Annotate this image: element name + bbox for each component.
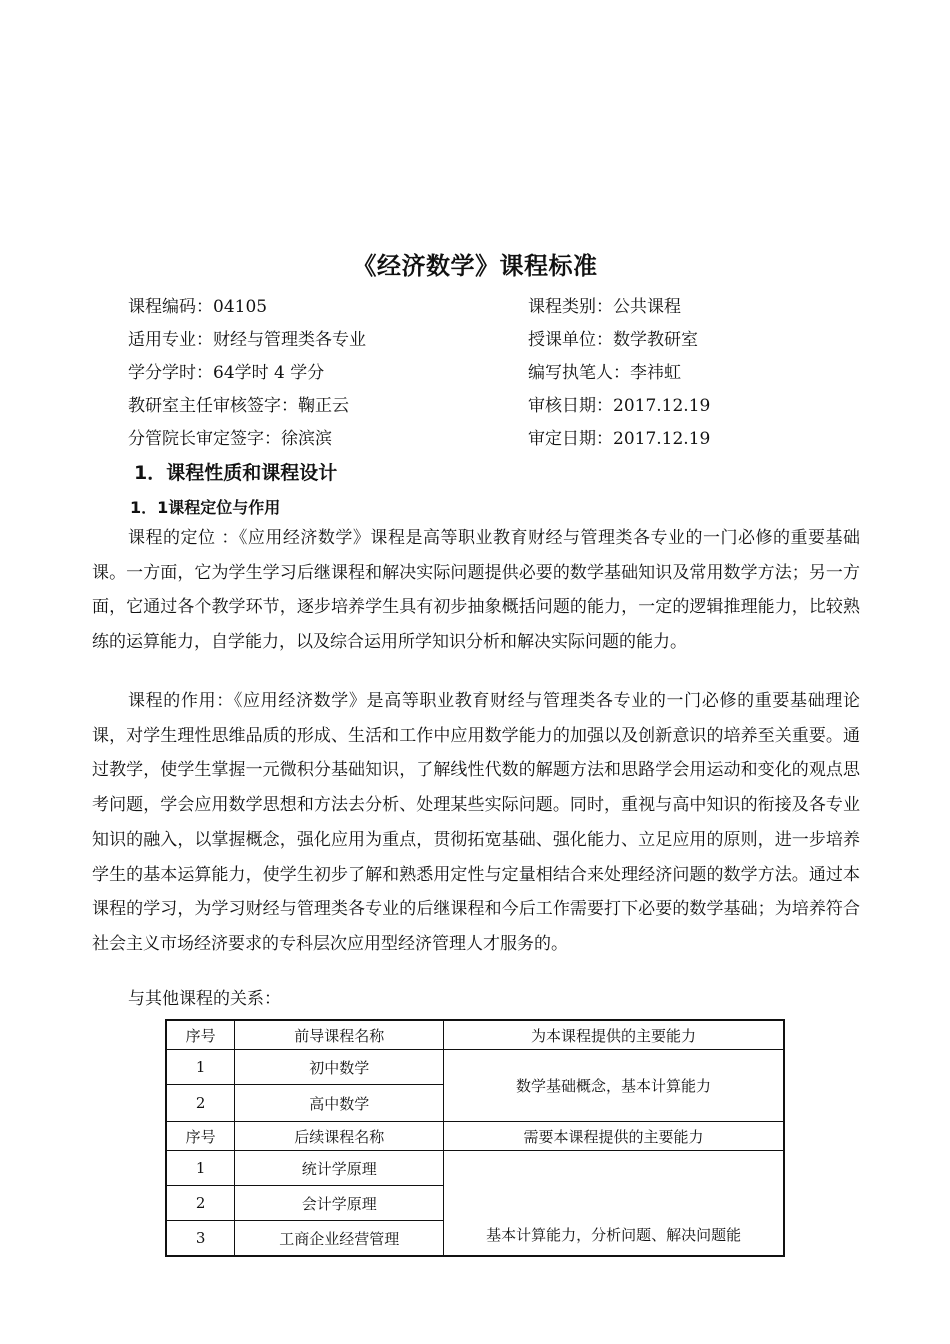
paragraph-course-positioning: 课程的定位 ：《应用经济数学》课程是高等职业教育财经与管理类各专业的一门必修的重要基础课。一方面，它为学生学习后继课程和解决实际问题提供必要的数学基础知识及常用数学方法；另一方面，它通过各个教学环节，逐步培养学生具有初步抽象概括问题的能力，一定的逻辑推理能力，比较熟练的运算能力，自学能力，以及综合运用所学知识分析和解决实际问题的能力。 xyxy=(92,528,860,653)
table-cell: 基本计算能力，分析问题、解决问题能 xyxy=(444,1151,784,1257)
course-relation-table xyxy=(165,1019,785,1257)
meta-review-date: 审核日期：2017.12.19 xyxy=(528,396,711,416)
meta-course-code: 课程编码：04105 xyxy=(128,297,268,317)
header-cell: 需要本课程提供的主要能力 xyxy=(444,1122,784,1151)
header-cell: 为本课程提供的主要能力 xyxy=(444,1020,784,1050)
header-cell: 序号 xyxy=(166,1122,235,1151)
meta-approval-date: 审定日期：2017.12.19 xyxy=(528,429,711,449)
section-heading: 1．课程性质和课程设计 xyxy=(134,462,338,484)
subsection-heading: 1．1课程定位与作用 xyxy=(130,498,281,517)
header-cell: 后续课程名称 xyxy=(235,1122,444,1151)
table-cell: 1 xyxy=(166,1151,235,1186)
table-cell: 会计学原理 xyxy=(235,1186,444,1221)
table-cell: 3 xyxy=(166,1221,235,1257)
meta-teaching-unit: 授课单位：数学教研室 xyxy=(528,330,698,350)
meta-course-category: 课程类别：公共课程 xyxy=(528,297,681,317)
meta-credit-hours: 学分学时：64学时 4 学分 xyxy=(128,363,325,383)
header-cell: 前导课程名称 xyxy=(235,1020,444,1050)
header-cell: 序号 xyxy=(166,1020,235,1050)
meta-dean-signature: 分管院长审定签字：徐滨滨 xyxy=(128,429,332,449)
table-cell: 2 xyxy=(166,1186,235,1221)
table-cell: 统计学原理 xyxy=(235,1151,444,1186)
table-cell: 数学基础概念，基本计算能力 xyxy=(444,1050,784,1122)
table-row xyxy=(166,1151,784,1186)
relation-label: 与其他课程的关系： xyxy=(128,989,281,1009)
table-header-row xyxy=(166,1122,784,1151)
document-title: 《经济数学》课程标准 xyxy=(352,252,598,280)
table-cell: 初中数学 xyxy=(235,1050,444,1085)
meta-author: 编写执笔人：李祎虹 xyxy=(528,363,681,383)
meta-director-signature: 教研室主任审核签字：鞠正云 xyxy=(128,396,349,416)
table-header-row xyxy=(166,1020,784,1050)
table-cell: 1 xyxy=(166,1050,235,1085)
table-cell: 高中数学 xyxy=(235,1085,444,1122)
paragraph-course-role: 课程的作用：《应用经济数学》是高等职业教育财经与管理类各专业的一门必修的重要基础理论课，对学生理性思维品质的形成、生活和工作中应用数学能力的加强以及创新意识的培养至关重要。通过教学，使学生掌握一元微积分基础知识，了解线性代数的解题方法和思路学会用运动和变化的观点思考问题，学会应用数学思想和方法去分析、处理某些实际问题。同时，重视与高中知识的衔接及各专业知识的融入，以掌握概念，强化应用为重点，贯彻拓宽基础、强化能力、立足应用的原则，进一步培养学生的基本运算能力，使学生初步了解和熟悉用定性与定量相结合来处理经济问题的数学方法。通过本课程的学习，为学习财经与管理类各专业的后继课程和今后工作需要打下必要的数学基础；为培养符合社会主义市场经济要求的专科层次应用型经济管理人才服务的。 xyxy=(92,691,860,954)
meta-applicable-major: 适用专业：财经与管理类各专业 xyxy=(128,330,366,350)
table-cell: 2 xyxy=(166,1085,235,1122)
table-cell: 工商企业经营管理 xyxy=(235,1221,444,1257)
table-row xyxy=(166,1050,784,1085)
